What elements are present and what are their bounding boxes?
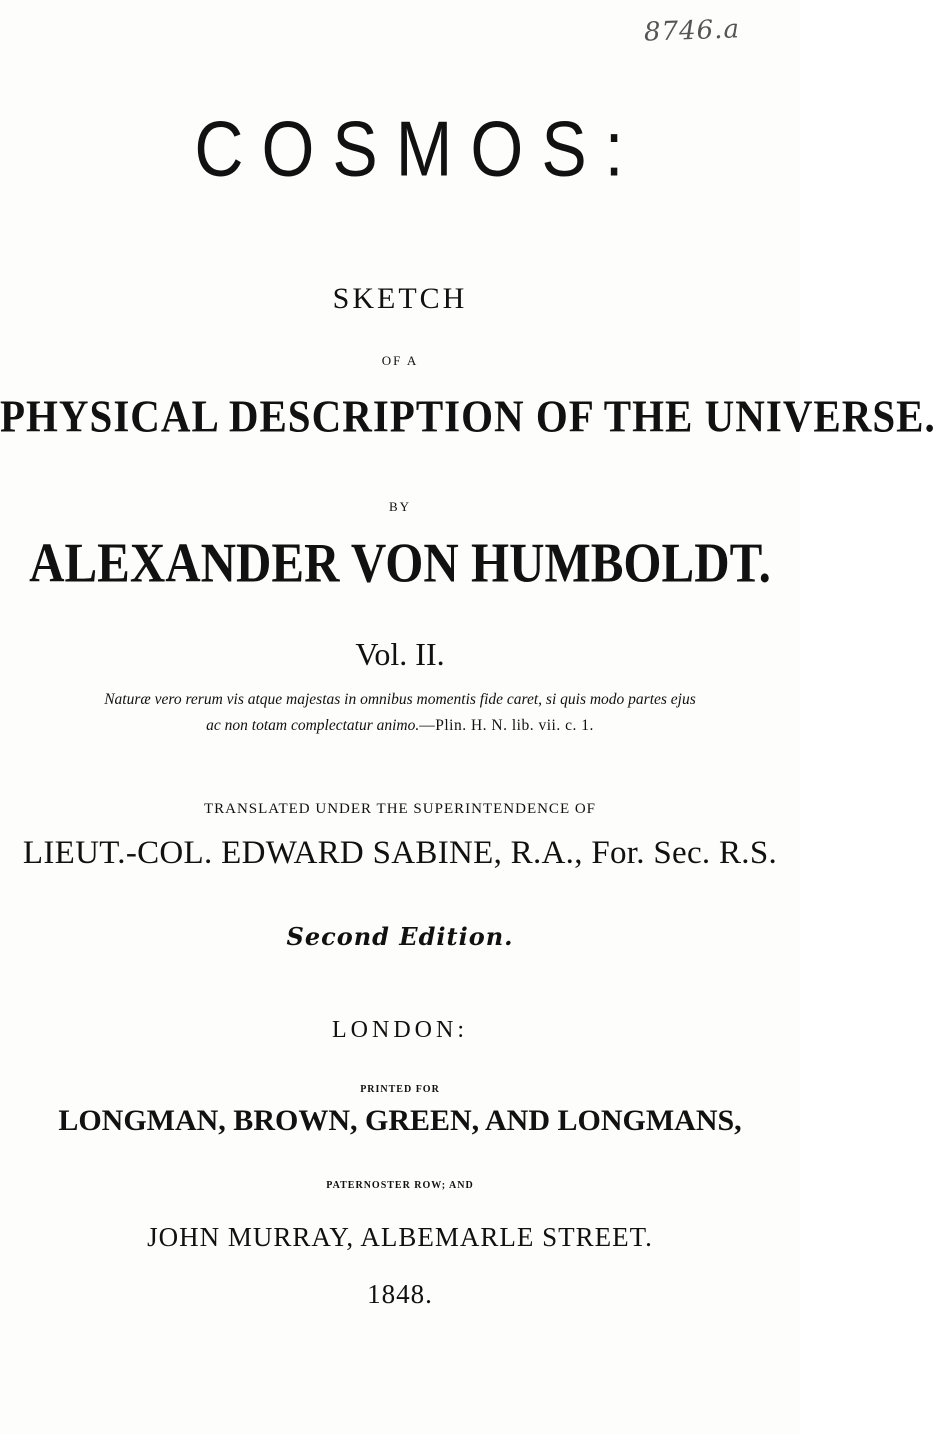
publishers: LONGMAN, BROWN, GREEN, AND LONGMANS, (58, 1104, 742, 1137)
book-title: COSMOS: (194, 105, 642, 193)
publication-year: 1848. (367, 1279, 433, 1309)
subtitle-lead: SKETCH (332, 282, 468, 315)
epigraph-line-2: ac non totam complectatur animo. (206, 717, 420, 734)
translated-label: TRANSLATED UNDER THE SUPERINTENDENCE OF (203, 801, 597, 817)
library-shelfmark: 8746.a (643, 14, 741, 48)
printed-for-label: PRINTED FOR (360, 1084, 440, 1095)
epigraph-citation: —Plin. H. N. lib. vii. c. 1. (419, 717, 594, 734)
second-publisher: JOHN MURRAY, ALBEMARLE STREET. (147, 1222, 653, 1252)
publisher-address-note: PATERNOSTER ROW; AND (326, 1180, 474, 1191)
imprint-city: LONDON: (332, 1017, 468, 1043)
author-name: ALEXANDER VON HUMBOLDT. (29, 530, 771, 595)
book-subtitle: PHYSICAL DESCRIPTION OF THE UNIVERSE. (0, 390, 936, 442)
by-label: BY (388, 499, 412, 514)
subtitle-connector: OF A (381, 353, 419, 368)
epigraph-line-1: Naturæ vero rerum vis atque majestas in omnibus momentis fide caret, si quis modo partes ejus (104, 691, 696, 708)
volume-label: Vol. II. (355, 636, 445, 672)
epigraph (0, 687, 800, 739)
translator-name: LIEUT.-COL. EDWARD SABINE, R.A., For. Sec. R.S. (22, 835, 778, 871)
edition-label: Second Edition. (286, 922, 514, 951)
